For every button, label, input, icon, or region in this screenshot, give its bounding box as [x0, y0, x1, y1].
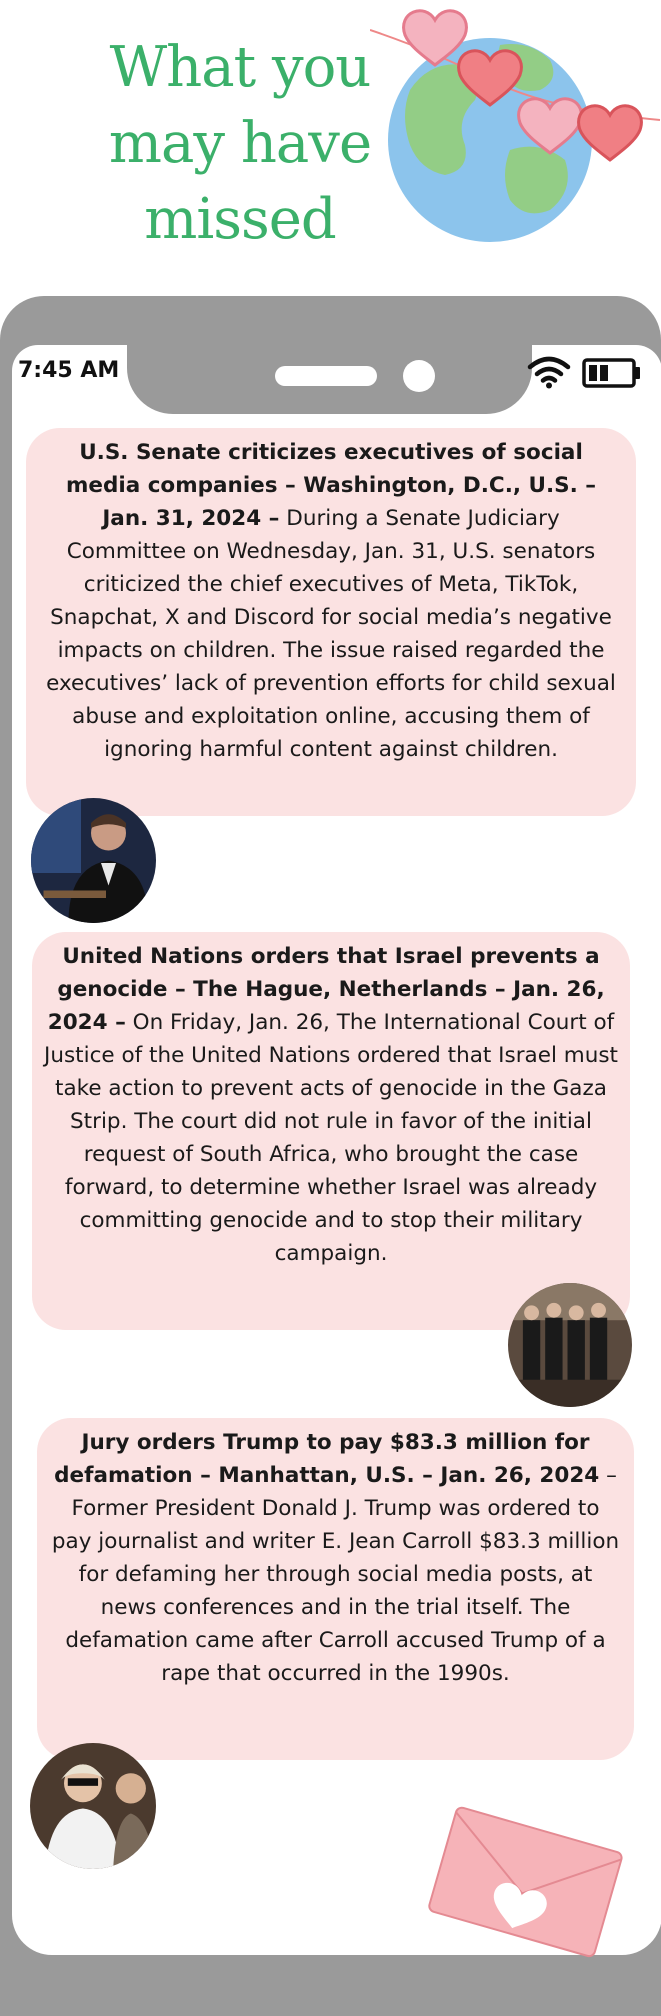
title-line-3: missed [144, 187, 336, 252]
news-body: – Former President Donald J. Trump was ordered to pay journalist and writer E. Jean Carroll $83.3 million for defaming her through social media posts, at news conferences and in the trial itself. The defamation came after Carroll accused Trump of a rape that occurred in the 1990s. [51, 1463, 620, 1686]
speaker-icon [275, 366, 377, 386]
news-headline: United Nations orders that Israel prevents a genocide – The Hague, Netherlands – Jan. 26, 2024 – [47, 944, 605, 1035]
envelope-icon [418, 1800, 634, 1960]
battery-icon [582, 358, 642, 388]
news-body: During a Senate Judiciary Committee on Wednesday, Jan. 31, U.S. senators criticized the chief executives of Meta, TikTok, Snapchat, X and Discord for social media’s negative impacts on children. The issue raised regarded the executives’ lack of prevention efforts for child sexual abuse and exploitation online, accusing them of ignoring harmful content against children. [46, 506, 616, 762]
news-headline: Jury orders Trump to pay $83.3 million for defamation – Manhattan, U.S. – Jan. 26, 2024 [54, 1430, 600, 1488]
wifi-icon [527, 355, 571, 389]
news-card [26, 428, 636, 816]
court-judges-photo [508, 1283, 632, 1407]
page-title [90, 30, 390, 258]
news-card [32, 932, 630, 1330]
news-card [37, 1418, 634, 1760]
carroll-photo [30, 1743, 156, 1869]
senate-hearing-photo [31, 798, 156, 923]
title-line-2: may have [108, 111, 372, 176]
globe-hearts-icon [370, 0, 661, 250]
news-headline: U.S. Senate criticizes executives of social media companies – Washington, D.C., U.S. – Jan. 31, 2024 – [65, 440, 597, 531]
status-time: 7:45 AM [18, 358, 120, 383]
title-line-1: What you [109, 35, 371, 100]
news-body: On Friday, Jan. 26, The International Court of Justice of the United Nations ordered that Israel must take action to prevent acts of genocide in the Gaza Strip. The court did not rule in favor of the initial request of South Africa, who brought the case forward, to determine whether Israel was already committing genocide and to stop their military campaign. [44, 1010, 618, 1266]
camera-icon [403, 360, 435, 392]
